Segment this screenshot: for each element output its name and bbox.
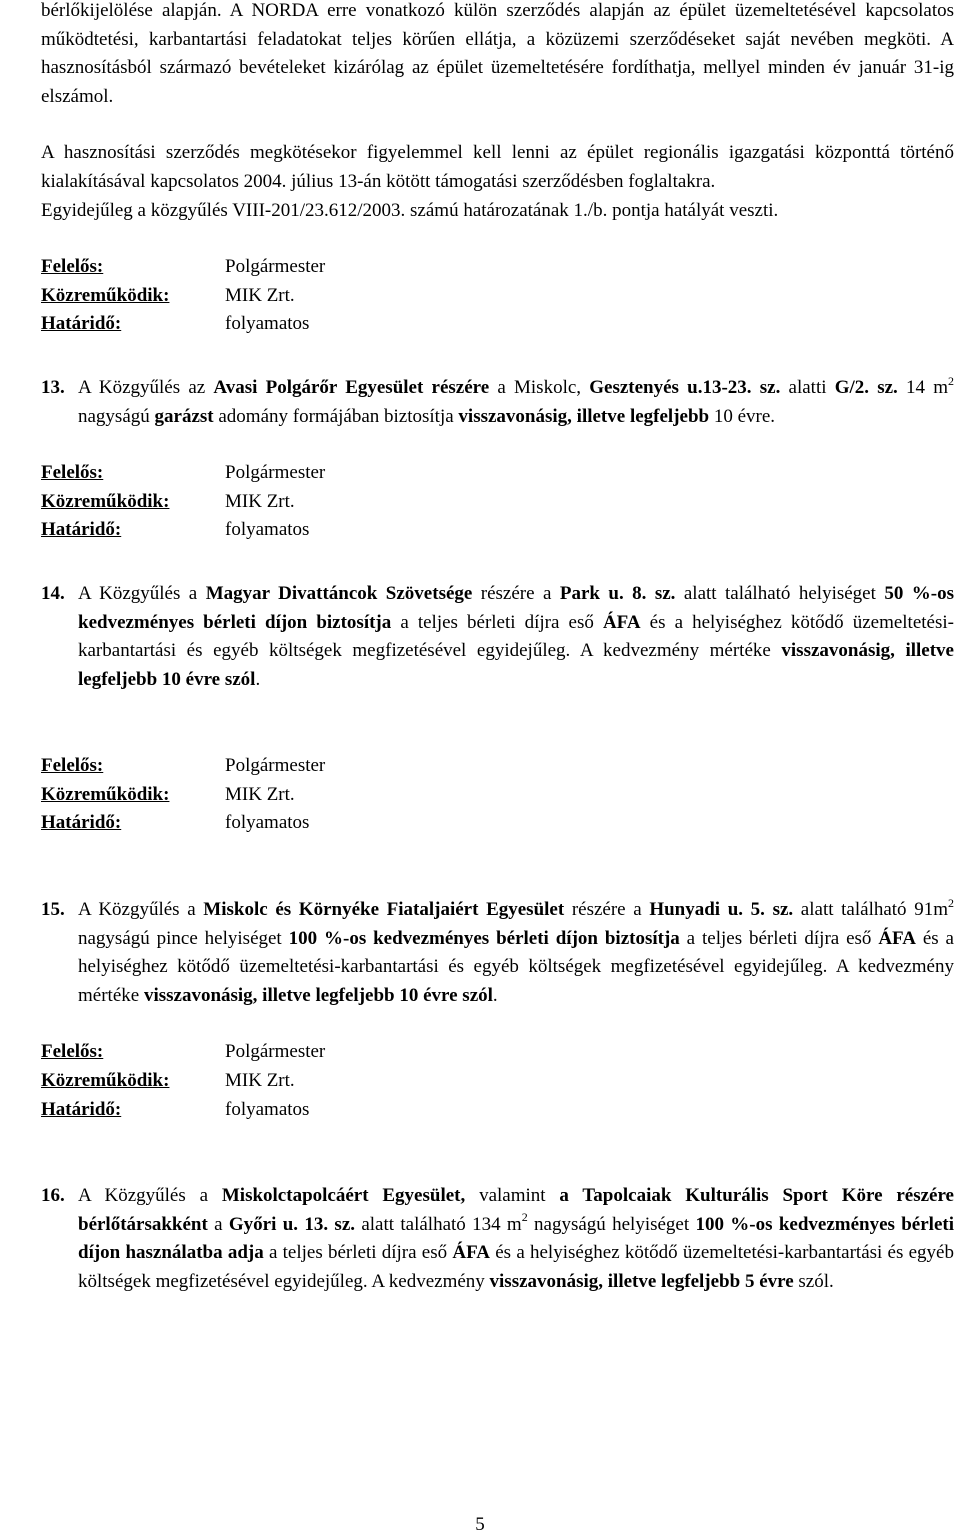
text-run: nagyságú (78, 405, 155, 427)
text-run: A Közgyűlés a (78, 582, 206, 604)
resolution-item-16 (41, 1182, 954, 1296)
kozremukodik-label: Közreműködik: (41, 1070, 170, 1092)
text-run: 2 (521, 1210, 528, 1225)
text-run: alatt található 91m (793, 899, 948, 921)
text-run: a teljes bérleti díjra eső (391, 611, 603, 633)
text-run: nagyságú pince helyiséget (78, 927, 289, 949)
text-run: a teljes bérleti díjra eső (679, 927, 879, 949)
felelos-value: Polgármester (225, 755, 326, 777)
responsibility-block (41, 1038, 954, 1124)
bold-text: Hunyadi u. 5. sz. (649, 899, 794, 921)
bold-text: 50 %-os kedvezményes bérleti díjon biztosítja (78, 582, 954, 633)
bold-text: 100 %-os kedvezményes bérleti díjon használatba adja (78, 1213, 954, 1264)
text-run: . (255, 668, 261, 690)
text-run: 2 (947, 895, 954, 910)
intro-paragraph-1: bérlőkijelölése alapján. A NORDA erre vonatkozó külön szerződés alapján az épület üzemeltetésével kapcsolatos működtetési, karbantartási feladatokat teljes körűen ellátja, a közüzemi szerződéseket saját nevében megköti. A hasznosításból származó bevételeket kizárólag az épület üzemeltetésére fordíthatja, mellyel minden év január 31-ig elszámol. (41, 0, 954, 107)
text-run: 10 évre. (709, 405, 776, 427)
item-number: 16. (41, 1185, 65, 1207)
kozremukodik-label: Közreműködik: (41, 490, 170, 512)
bold-text: a Tapolcaiak Kulturális Sport Köre részére bérlőtársakként (78, 1185, 954, 1235)
bold-text: Park u. 8. sz. (559, 582, 676, 604)
hatarido-value: folyamatos (225, 313, 310, 335)
text-run: A Közgyűlés az (78, 376, 214, 398)
felelos-value: Polgármester (225, 1041, 326, 1063)
felelos-label: Felelős: (41, 755, 104, 777)
bold-text: Győri u. 13. sz. (228, 1213, 356, 1235)
resolution-item-14 (41, 580, 954, 694)
bold-text: G/2. sz. (834, 376, 898, 398)
text-run: a teljes bérleti díjra eső (263, 1242, 453, 1264)
bold-text: visszavonásig, illetve legfeljebb 10 évre szól (78, 640, 954, 690)
bold-text: visszavonásig, illetve legfeljebb 5 évre (489, 1271, 794, 1292)
text-run: A Közgyűlés a (78, 1185, 222, 1207)
bold-text: garázst (154, 405, 214, 427)
text-run: a Miskolc, (489, 376, 590, 398)
intro-paragraph-2: A hasznosítási szerződés megkötésekor figyelemmel kell lenni az épület regionális igazgatási központtá történő kialakításával kapcsolatos 2004. július 13-án kötött támogatási szerződésben foglaltakra. (41, 142, 954, 192)
text-run: adomány formájában biztosítja (213, 405, 459, 427)
text-run: és a helyiséghez kötődő üzemeltetési-karbantartási és egyéb költségek megfizetésével egyidejűleg. A kedvezmény (78, 1242, 954, 1292)
bold-text: Avasi Polgárőr Egyesület részére (213, 376, 490, 398)
kozremukodik-label: Közreműködik: (41, 783, 170, 805)
responsibility-block (41, 459, 954, 545)
felelos-value: Polgármester (225, 256, 326, 278)
responsibility-block (41, 752, 954, 838)
hatarido-label: Határidő: (41, 812, 122, 834)
item-text (78, 896, 954, 1010)
hatarido-label: Határidő: (41, 313, 122, 335)
item-text (78, 374, 954, 431)
bold-text: Gesztenyés u.13-23. sz. (589, 376, 781, 398)
text-run: alatt található 134 m (355, 1213, 522, 1235)
intro-paragraph-3: Egyidejűleg a közgyűlés VIII-201/23.612/2003. számú határozatának 1./b. pontja hatályát veszti. (41, 199, 779, 221)
hatarido-value: folyamatos (225, 519, 310, 541)
kozremukodik-label: Közreműködik: (41, 284, 170, 306)
document-page (41, 0, 954, 1297)
text-run: a (207, 1213, 229, 1235)
kozremukodik-value: MIK Zrt. (225, 284, 295, 306)
bold-text: Miskolc és Környéke Fiataljaiért Egyesület (203, 899, 565, 921)
bold-text: ÁFA (602, 611, 641, 633)
bold-text: ÁFA (452, 1242, 491, 1264)
responsibility-block (41, 253, 954, 339)
text-run: és a helyiséghez kötődő üzemeltetési-karbantartási és egyéb költségek megfizetésével egyidejűleg. A kedvezmény mértéke (78, 927, 954, 1006)
bold-text: ÁFA (878, 927, 916, 949)
text-run: alatt található helyiséget (675, 582, 885, 604)
bold-text: visszavonásig, illetve legfeljebb 10 évre szól (143, 984, 493, 1006)
text-run: alatti (780, 376, 835, 398)
felelos-value: Polgármester (225, 462, 326, 484)
item-text (78, 1182, 954, 1296)
kozremukodik-value: MIK Zrt. (225, 1070, 295, 1092)
item-number: 15. (41, 899, 65, 921)
resolution-item-13 (41, 374, 954, 431)
resolution-item-15 (41, 896, 954, 1010)
hatarido-label: Határidő: (41, 519, 122, 541)
item-number: 13. (41, 376, 65, 398)
felelos-label: Felelős: (41, 1041, 104, 1063)
text-run: részére a (472, 582, 560, 604)
text-run: 14 m (897, 376, 948, 398)
bold-text: visszavonásig, illetve legfeljebb (458, 405, 710, 427)
text-run: A Közgyűlés a (78, 899, 204, 921)
bold-text: Magyar Divattáncok Szövetsége (205, 582, 473, 604)
text-run: nagyságú helyiséget (527, 1213, 696, 1235)
text-run: szól. (793, 1271, 834, 1292)
page-number: 5 (475, 1514, 485, 1535)
item-text (78, 580, 954, 694)
bold-text: 100 %-os kedvezményes bérleti díjon biztosítja (288, 927, 680, 949)
bold-text: Miskolctapolcáért Egyesület, (221, 1185, 466, 1207)
felelos-label: Felelős: (41, 256, 104, 278)
hatarido-value: folyamatos (225, 1098, 310, 1120)
felelos-label: Felelős: (41, 462, 104, 484)
text-run: 2 (948, 373, 954, 388)
hatarido-label: Határidő: (41, 1098, 122, 1120)
hatarido-value: folyamatos (225, 812, 310, 834)
kozremukodik-value: MIK Zrt. (225, 783, 295, 805)
text-run: valamint (465, 1185, 560, 1207)
text-run: részére a (564, 899, 650, 921)
kozremukodik-value: MIK Zrt. (225, 490, 295, 512)
text-run: és a helyiséghez kötődő üzemeltetési-karbantartási és egyéb költségek megfizetésével egyidejűleg. A kedvezmény mértéke (78, 611, 954, 662)
item-number: 14. (41, 582, 65, 604)
text-run: . (492, 984, 498, 1006)
